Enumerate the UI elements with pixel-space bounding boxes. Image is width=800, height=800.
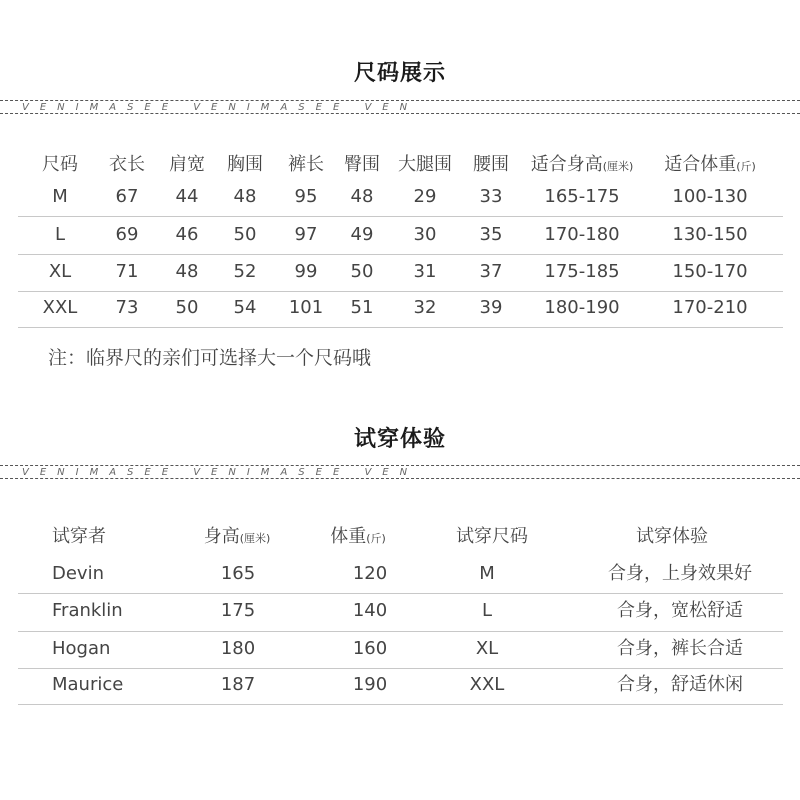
brand-divider	[0, 100, 800, 114]
size-cell: M	[52, 186, 68, 207]
header-label: 腰围	[473, 154, 509, 175]
header-label: 试穿者	[52, 526, 106, 547]
divider-brand-text: VENIMASEE VENIMASEE VEN	[22, 102, 419, 113]
row-divider	[18, 631, 783, 632]
size-cell: 30	[413, 224, 437, 245]
size-cell: 46	[175, 224, 199, 245]
size-cell: 49	[350, 224, 374, 245]
size-note: 注：临界尺的亲们可选择大一个尺码哦	[48, 347, 372, 369]
row-divider	[18, 593, 783, 594]
trial-cell: L	[481, 600, 493, 621]
size-cell: 48	[350, 186, 374, 207]
size-header-0	[42, 154, 78, 176]
header-label: 裤长	[288, 154, 324, 175]
size-cell: 101	[288, 297, 324, 318]
trial-header-4	[636, 526, 708, 548]
size-cell: 29	[413, 186, 437, 207]
trial-cell: 160	[352, 638, 388, 659]
size-cell: 170-180	[544, 224, 620, 245]
size-section-title: 尺码展示	[353, 61, 446, 86]
size-cell: 69	[115, 224, 139, 245]
trial-header-3	[456, 526, 528, 548]
trial-cell: Devin	[52, 563, 104, 584]
trial-header-1	[204, 526, 271, 550]
row-divider	[18, 216, 783, 217]
size-header-5	[344, 154, 380, 176]
row-divider	[18, 704, 783, 705]
trial-cell: 120	[352, 563, 388, 584]
header-unit: (斤)	[736, 160, 756, 173]
size-header-6	[398, 154, 452, 176]
size-cell: 37	[479, 261, 503, 282]
header-label: 试穿尺码	[456, 526, 528, 547]
trial-cell: XXL	[469, 674, 505, 695]
size-cell: 99	[294, 261, 318, 282]
header-label: 适合体重	[664, 154, 737, 175]
header-label: 衣长	[109, 154, 145, 175]
header-unit: (斤)	[366, 532, 386, 545]
header-unit: (厘米)	[602, 160, 634, 173]
size-cell: 50	[175, 297, 199, 318]
row-divider	[18, 291, 783, 292]
size-cell: 44	[175, 186, 199, 207]
size-header-3	[227, 154, 263, 176]
size-cell: 54	[233, 297, 257, 318]
divider-brand-text: VENIMASEE VENIMASEE VEN	[22, 467, 419, 478]
size-cell: 100-130	[672, 186, 748, 207]
header-label: 体重	[330, 526, 367, 547]
row-divider	[18, 668, 783, 669]
trial-cell: 合身，上身效果好	[608, 563, 752, 584]
size-cell: 150-170	[672, 261, 748, 282]
trial-cell: 175	[220, 600, 256, 621]
size-cell: 50	[233, 224, 257, 245]
size-header-7	[473, 154, 509, 176]
trial-cell: 180	[220, 638, 256, 659]
size-cell: 51	[350, 297, 374, 318]
header-label: 尺码	[42, 154, 78, 175]
trial-header-0	[52, 526, 106, 548]
size-cell: 48	[233, 186, 257, 207]
header-label: 胸围	[227, 154, 263, 175]
size-header-2	[169, 154, 205, 176]
size-cell: 50	[350, 261, 374, 282]
trial-cell: Franklin	[52, 600, 123, 621]
trial-cell: 140	[352, 600, 388, 621]
trial-cell: 165	[220, 563, 256, 584]
trial-cell: Hogan	[52, 638, 111, 659]
size-cell: 52	[233, 261, 257, 282]
trial-cell: XL	[475, 638, 499, 659]
size-cell: XL	[48, 261, 72, 282]
size-header-8	[531, 154, 634, 178]
header-label: 身高	[203, 526, 240, 547]
size-cell: 48	[175, 261, 199, 282]
trial-header-2	[330, 526, 386, 550]
size-cell: 170-210	[672, 297, 748, 318]
size-cell: 165-175	[544, 186, 620, 207]
size-cell: 95	[294, 186, 318, 207]
header-unit: (厘米)	[239, 532, 271, 545]
size-cell: XXL	[42, 297, 78, 318]
size-cell: 180-190	[544, 297, 620, 318]
size-cell: 130-150	[672, 224, 748, 245]
trial-cell: Maurice	[52, 674, 124, 695]
trial-cell: 187	[220, 674, 256, 695]
size-cell: 97	[294, 224, 318, 245]
trial-cell: 合身，裤长合适	[617, 638, 743, 659]
header-label: 大腿围	[398, 154, 452, 175]
size-header-4	[288, 154, 324, 176]
size-cell: 71	[115, 261, 139, 282]
header-label: 适合身高	[530, 154, 603, 175]
trial-cell: 190	[352, 674, 388, 695]
trial-cell: 合身，舒适休闲	[617, 674, 743, 695]
size-cell: 33	[479, 186, 503, 207]
trial-section-title: 试穿体验	[353, 427, 446, 452]
header-label: 试穿体验	[636, 526, 708, 547]
row-divider	[18, 254, 783, 255]
size-cell: 35	[479, 224, 503, 245]
header-label: 臀围	[344, 154, 380, 175]
size-cell: 31	[413, 261, 437, 282]
trial-cell: M	[479, 563, 495, 584]
size-cell: 67	[115, 186, 139, 207]
size-header-9	[664, 154, 756, 178]
size-cell: 175-185	[544, 261, 620, 282]
trial-cell: 合身，宽松舒适	[617, 600, 743, 621]
size-cell: 32	[413, 297, 437, 318]
size-header-1	[109, 154, 145, 176]
brand-divider	[0, 465, 800, 479]
size-cell: L	[54, 224, 66, 245]
header-label: 肩宽	[169, 154, 205, 175]
row-divider	[18, 327, 783, 328]
size-cell: 73	[115, 297, 139, 318]
size-cell: 39	[479, 297, 503, 318]
